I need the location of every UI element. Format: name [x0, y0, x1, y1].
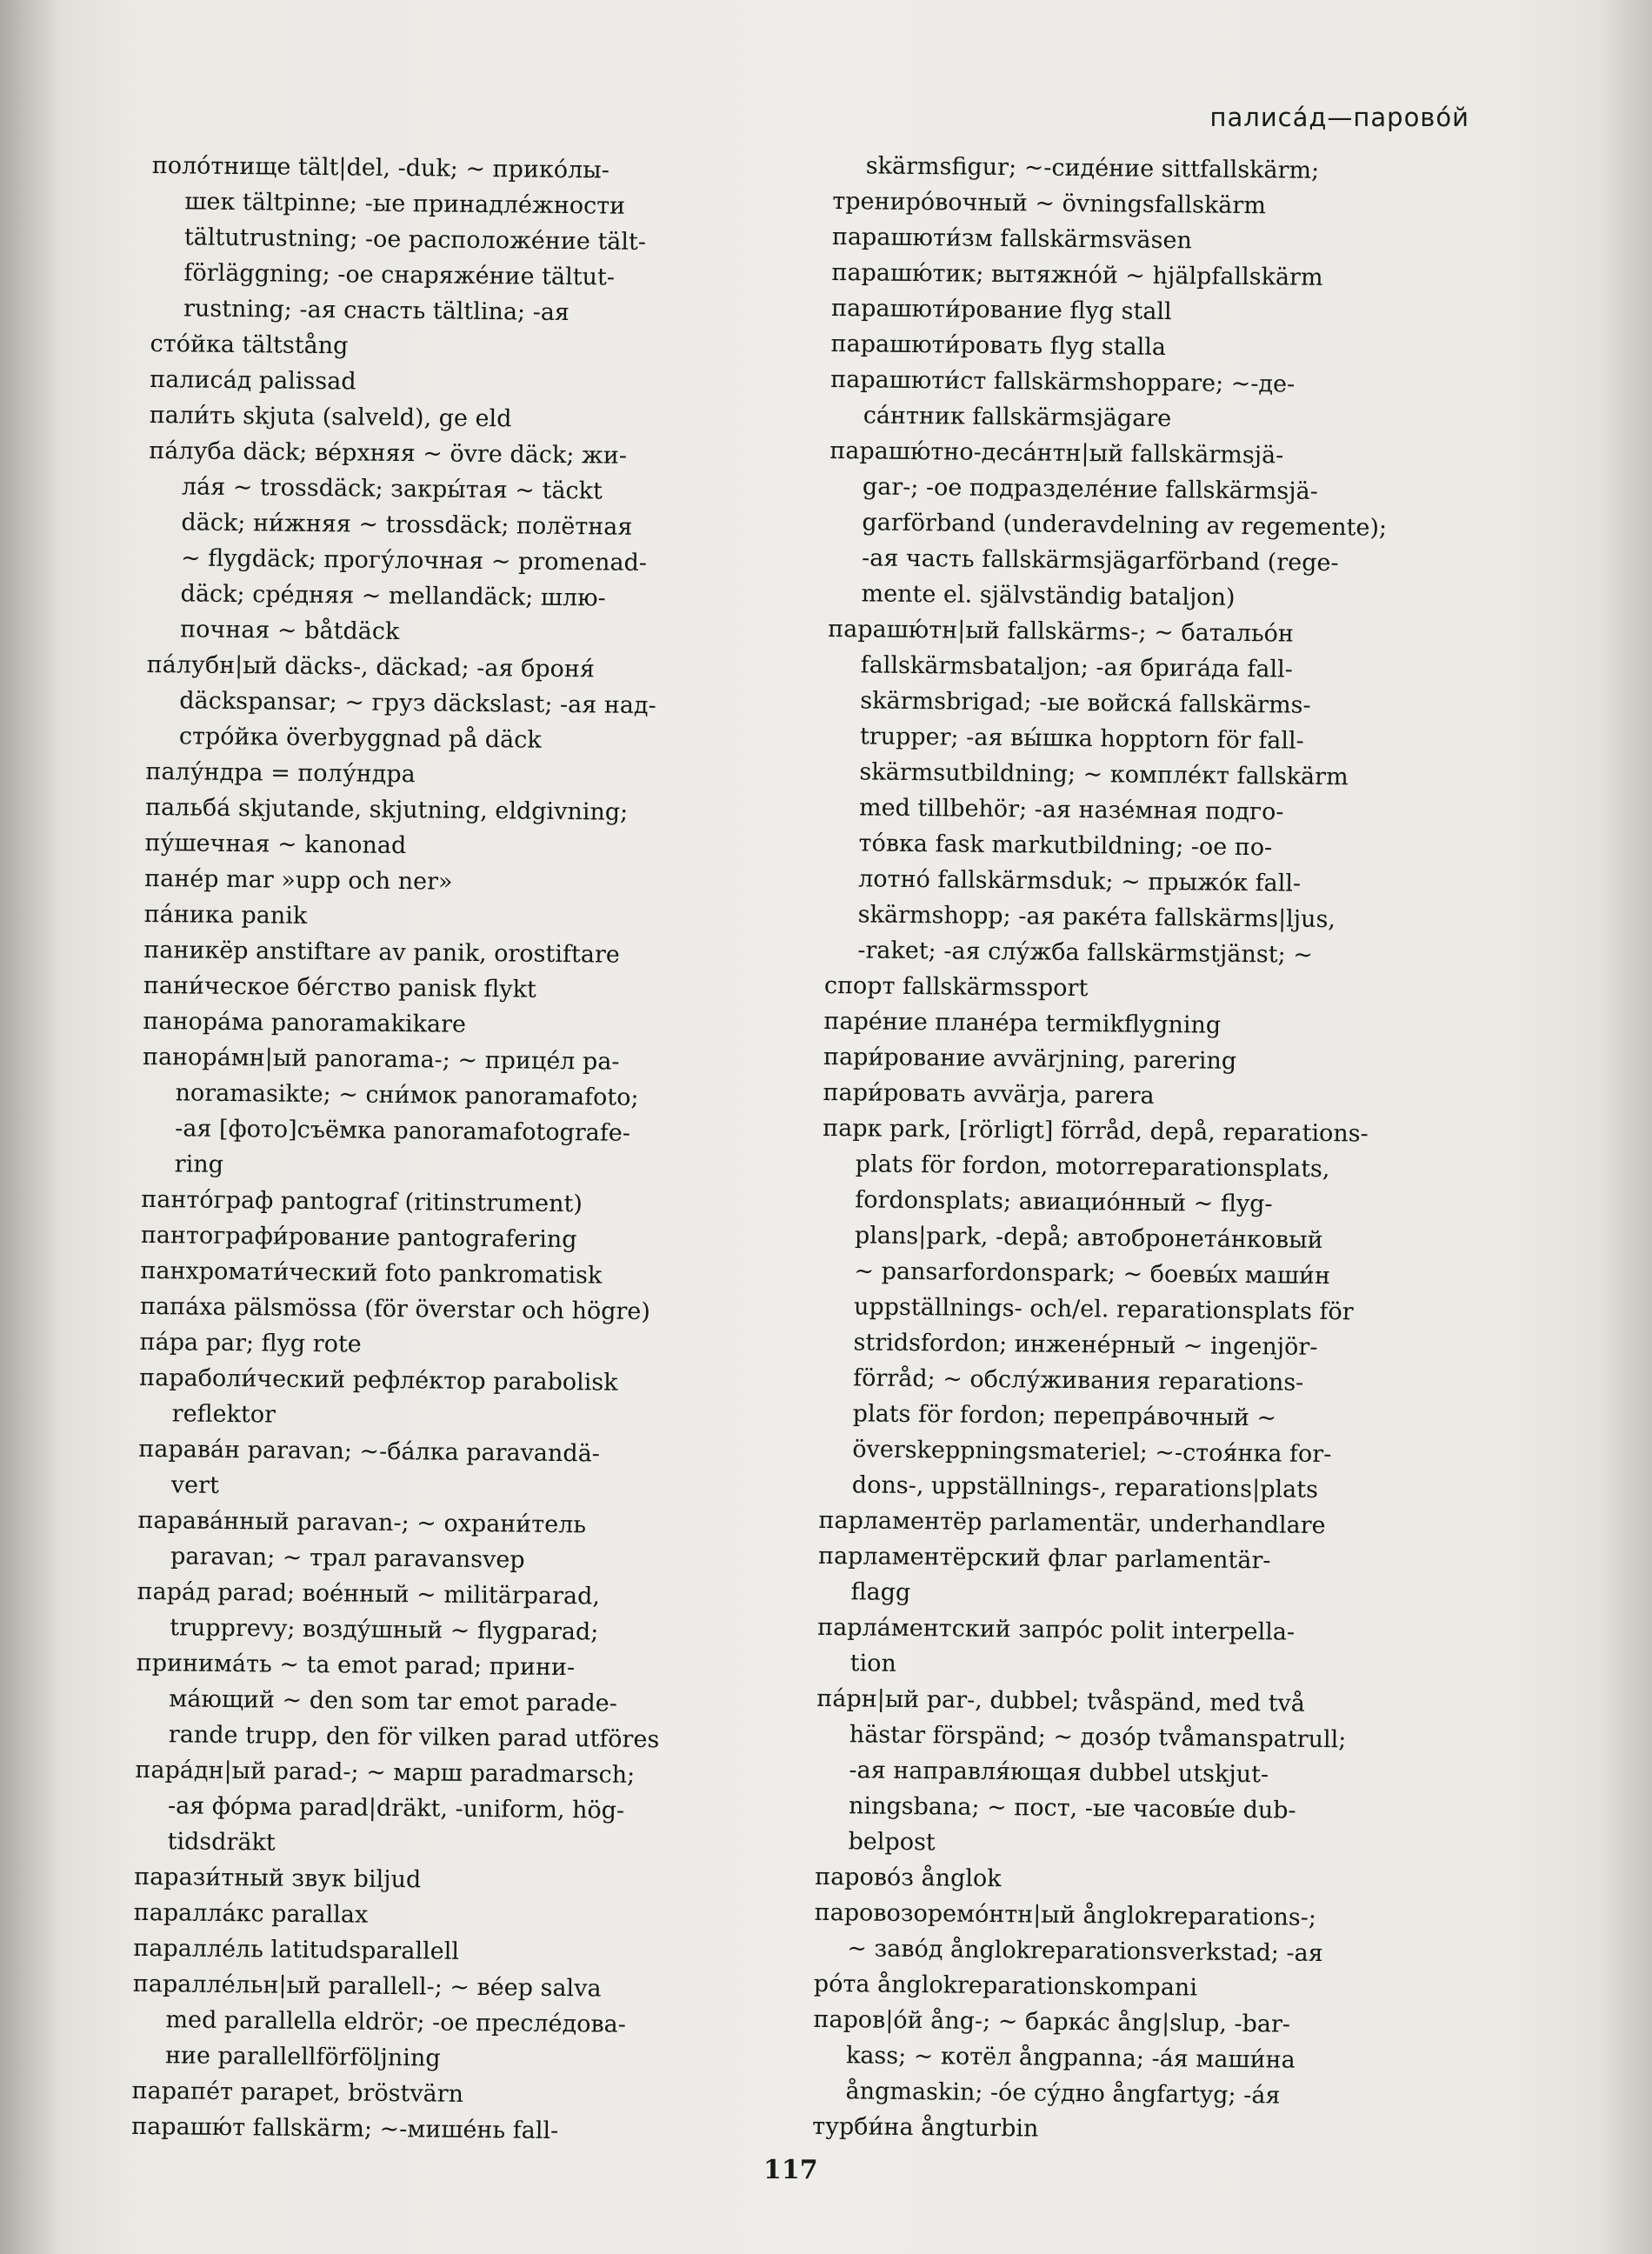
dictionary-line: поло́тнище tält|del, -duk; ~ прико́лы- — [151, 151, 610, 184]
dictionary-line: -ая [фото]съёмка panoramafotografe- — [175, 1115, 631, 1147]
dictionary-line: пали́ть skjuta (salveld), ge eld — [149, 401, 512, 433]
dictionary-line: ~ pansarfordonspark; ~ боевы́х маши́н — [854, 1257, 1331, 1290]
dictionary-line: ångmaskin; -óе су́дно ångfartyg; -а́я — [845, 2077, 1281, 2110]
dictionary-line: парк park, [rörligt] förråd, depå, reparations- — [823, 1114, 1369, 1148]
dictionary-line: стро́йка överbyggnad på däck — [178, 723, 542, 754]
dictionary-line: папа́ха pälsmössa (för överstar och högre) — [139, 1292, 651, 1326]
dictionary-line: паралле́ль latitudsparallell — [133, 1934, 460, 1965]
dictionary-line: vert — [170, 1471, 220, 1499]
dictionary-line: лотнó fallskärmsduk; ~ прыжóк fall- — [858, 865, 1302, 897]
dictionary-line: парламентёр parlamentär, underhandlare — [818, 1506, 1326, 1540]
dictionary-line: параболи́ческий рефле́ктор parabolisk — [139, 1364, 618, 1397]
dictionary-line: tältutrustning; -ое расположе́ние tält- — [183, 223, 647, 256]
dictionary-line: паралла́кс parallax — [133, 1898, 369, 1929]
page-number: 117 — [763, 2155, 818, 2185]
dictionary-line: uppställnings- och/el. reparationsplats för — [853, 1293, 1354, 1326]
dictionary-line: спорт fallskärmssport — [823, 971, 1089, 1003]
dictionary-line: пани́ческое бе́гство panisk flykt — [143, 971, 536, 1004]
gutter-shadow — [0, 0, 61, 2254]
dictionary-line: панора́мн|ый panorama-; ~ прице́л pa- — [142, 1043, 620, 1076]
left-column — [131, 148, 809, 2151]
dictionary-line: са́нтник fallskärmsjägare — [863, 402, 1172, 433]
dictionary-line: -raket; -ая слу́жба fallskärmstjänst; ~ — [857, 937, 1314, 969]
dictionary-line: däck; ни́жняя ~ trossdäck; полётная — [181, 509, 633, 541]
dictionary-line: пантографи́рование pantografering — [140, 1221, 577, 1254]
dictionary-line: skärmshopp; -ая ракéта fallskärms|ljus, — [857, 901, 1336, 934]
right-column — [812, 148, 1472, 2151]
dictionary-line: парашю́тик; вытяжнóй ~ hjälpfallskärm — [831, 258, 1323, 291]
dictionary-line: fordonsplats; авиацио́нный ~ flyg- — [855, 1186, 1273, 1218]
dictionary-line: skärmsbrigad; -ые войска́ fallskärms- — [860, 687, 1311, 719]
dictionary-line: пари́ровать avvärja, parera — [823, 1078, 1155, 1110]
dictionary-line: пальба́ skjutande, skjutning, eldgivning; — [144, 793, 629, 826]
dictionary-line: garförband (underavdelning av regemente); — [862, 509, 1388, 542]
dictionary-line: панора́ма panoramakikare — [143, 1007, 467, 1038]
dictionary-line: plans|park, -depå; автобронета́нковый — [854, 1222, 1323, 1254]
dictionary-line: med tillbehör; -ая назе́мная подго- — [858, 794, 1284, 826]
dictionary-line: пу́шечная ~ kanonad — [144, 829, 407, 860]
dictionary-line: парапе́т parapet, bröstvärn — [131, 2077, 464, 2108]
dictionary-line: fallskärmsbataljon; -ая брига́да fall- — [860, 651, 1294, 684]
dictionary-line: ро́та ånglokreparationskompani — [813, 1970, 1198, 2002]
dictionary-line: ла́я ~ trossdäck; закры́тая ~ täckt — [181, 473, 603, 505]
dictionary-line: -ая направля́ющая dubbel utskjut- — [849, 1757, 1269, 1789]
dictionary-line: па́ника panik — [143, 900, 308, 930]
dictionary-line: парази́тный звук biljud — [134, 1863, 422, 1894]
dictionary-line: med parallella eldrör; -ое пресле́дова- — [165, 2006, 627, 2038]
dictionary-line: па́ра par; flyg rote — [139, 1328, 362, 1358]
dictionary-line: paravan; ~ трал paravansvep — [170, 1543, 525, 1574]
dictionary-line: flagg — [850, 1578, 911, 1607]
dictionary-line: belpost — [848, 1828, 936, 1857]
dictionary-line: панто́граф pantograf (ritinstrument) — [141, 1185, 583, 1218]
dictionary-line: тренирóвочный ~ övningsfallskärm — [832, 187, 1267, 220]
dictionary-line: rustning; -ая снасть tältlina; -ая — [183, 295, 570, 327]
dictionary-line: tidsdräkt — [167, 1828, 276, 1857]
dictionary-line: парашюти́рование flyg stall — [830, 294, 1172, 326]
dictionary-line: парашюти́ст fallskärmshoppare; ~-де- — [830, 365, 1296, 398]
dictionary-line: överskeppningsmateriel; ~-стоя́нка for- — [852, 1436, 1332, 1469]
dictionary-line: hästar förspänd; ~ дозóр tvåmanspatrull; — [849, 1721, 1347, 1754]
dictionary-line: паникёр anstiftare av panik, orostiftare — [143, 936, 620, 969]
dictionary-line: принима́ть ~ ta emot parad; прини- — [136, 1649, 576, 1682]
dictionary-line: паровозоремо́нтн|ый ånglokreparations-; — [814, 1898, 1317, 1931]
dictionary-line: па́лубн|ый däcks-, däckad; -ая броня́ — [146, 650, 596, 684]
dictionary-line: парово́з ånglok — [815, 1863, 1002, 1893]
dictionary-line: skärmsutbildning; ~ компле́кт fallskärm — [859, 758, 1349, 791]
dictionary-line: парашю́тно-деса́нтн|ый fallskärmsjä- — [829, 437, 1284, 470]
running-head: палиса́д—паровóй — [1209, 103, 1469, 132]
dictionary-line: mente el. självständig bataljon) — [861, 580, 1236, 611]
dictionary-line: парла́ментский запрóс polit interpella- — [817, 1613, 1296, 1646]
dictionary-line: сто́йка tältstång — [150, 330, 349, 360]
page-edge-shadow — [1600, 0, 1652, 2254]
dictionary-line: förråd; ~ обслу́живания reparations- — [853, 1364, 1304, 1397]
dictionary-line: парашюти́зм fallskärmsväsen — [831, 223, 1193, 255]
dictionary-line: парава́нный paravan-; ~ охрани́тель — [137, 1506, 587, 1539]
dictionary-line: пане́р mar »upp och ner» — [144, 864, 453, 896]
dictionary-line: skärmsfigur; ~-сиде́ние sittfallskärm; — [865, 152, 1320, 184]
dictionary-line: парашюти́ровать flyg stalla — [830, 330, 1167, 362]
dictionary-line: -ая фо́рма parad|dräkt, -uniform, hög- — [167, 1792, 625, 1824]
dictionary-line: trupprevy; возду́шный ~ flygparad; — [170, 1614, 599, 1646]
dictionary-line: förläggning; -ое снаряже́ние tältut- — [183, 259, 616, 291]
dictionary-line: палиса́д palissad — [150, 365, 356, 396]
dictionary-line: пари́рование avvärjning, parering — [823, 1043, 1237, 1075]
dictionary-line: tion — [849, 1650, 897, 1677]
dictionary-line: plats för fordon, motorreparationsplats, — [855, 1150, 1330, 1184]
dictionary-line: парламентёрский флаг parlamentär- — [817, 1542, 1271, 1575]
dictionary-line: noramasikte; ~ сни́мок panoramafoto; — [175, 1079, 639, 1111]
dictionary-line: почная ~ båtdäck — [180, 616, 400, 646]
dictionary-line: kass; ~ котёл ångpanna; -а́я маши́на — [845, 2042, 1296, 2074]
dictionary-line: то́вка fask markutbildning; -ое по- — [858, 830, 1273, 862]
dictionary-line: палу́ндра = полу́ндра — [145, 757, 416, 789]
dictionary-line: па́луба däck; ве́рхняя ~ övre däck; жи- — [149, 437, 628, 470]
dictionary-line: ningsbana; ~ пост, -ые часовы́е dub- — [848, 1792, 1296, 1824]
dictionary-line: rande trupp, den för vilken parad utföres — [168, 1721, 660, 1754]
dictionary-line: парашю́тн|ый fallskärms-; ~ батальо́н — [828, 615, 1295, 648]
dictionary-line: ring — [174, 1150, 224, 1178]
dictionary-line: däckspansar; ~ груз däckslast; -ая над- — [179, 687, 656, 720]
dictionary-line: ~ заво́д ånglokreparationsverkstad; -ая — [847, 1935, 1323, 1968]
dictionary-line: dons-, uppställnings-, reparations|plats — [851, 1471, 1319, 1504]
dictionary-line: plats för fordon; перепра́вочный ~ — [852, 1400, 1277, 1432]
dictionary-line: -ая часть fallskärmsjägarförband (rege- — [861, 544, 1339, 577]
dictionary-line: паров|óй ång-; ~ барка́с ång|slup, -bar- — [813, 2005, 1291, 2038]
dictionary-line: парава́н paravan; ~-ба́лка paravandä- — [138, 1435, 601, 1468]
dictionary-line: па́рн|ый par-, dubbel; tvåspänd, med två — [816, 1684, 1306, 1717]
dictionary-line: парашю́т fallskärm; ~-мише́нь fall- — [131, 2112, 559, 2145]
dictionary-line: паре́ние плане́ра termikflygning — [823, 1007, 1222, 1039]
dictionary-line: gar-; -ое подразделе́ние fallskärmsjä- — [862, 473, 1318, 505]
dictionary-line: stridsfordon; инжене́рный ~ ingenjör- — [853, 1329, 1318, 1361]
dictionary-line: reflektor — [171, 1400, 276, 1429]
dictionary-line: trupper; -ая вы́шка hopptorn för fall- — [859, 723, 1304, 755]
dictionary-line: паралле́льн|ый parallell-; ~ ве́ер salva — [132, 1970, 602, 2003]
dictionary-line: ~ flygdäck; прогу́лочная ~ promenad- — [180, 544, 648, 577]
dictionary-line: шек tältpinne; -ые принадле́жности — [184, 188, 626, 220]
dictionary-line: ма́ющий ~ den som tar emot parade- — [169, 1685, 617, 1717]
dictionary-line: пара́д parad; вое́нный ~ militärparad, — [137, 1577, 601, 1610]
dictionary-line: пара́дн|ый parad-; ~ марш paradmarsch; — [135, 1756, 636, 1789]
dictionary-line: däck; сре́дняя ~ mellandäck; шлю- — [180, 580, 606, 612]
dictionary-line: ние parallellförföljning — [164, 2042, 441, 2072]
dictionary-line: панхромати́ческий foto pankromatisk — [140, 1257, 603, 1290]
dictionary-line: турби́на ångturbin — [812, 2112, 1039, 2143]
